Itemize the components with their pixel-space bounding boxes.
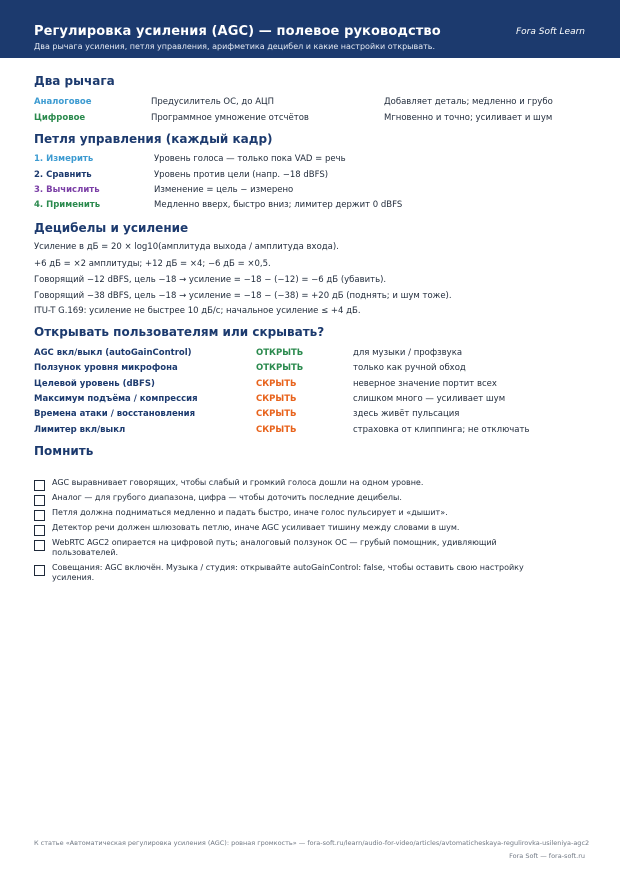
setting-verdict: СКРЫТЬ [256, 409, 297, 419]
lever-where: Предусилитель ОС, до АЦП [151, 97, 275, 107]
checkbox[interactable] [34, 540, 45, 551]
decibels-heading: Децибелы и усиление [34, 221, 189, 235]
levers-heading: Два рычага [34, 74, 115, 88]
loop-step-label: 2. Сравнить [34, 170, 92, 180]
lever-effect: Мгновенно и точно; усиливает и шум [384, 113, 553, 123]
setting-name: Ползунок уровня микрофона [34, 363, 178, 373]
checkbox[interactable] [34, 510, 45, 521]
checklist-text: AGC выравнивает говорящих, чтобы слабый и громкий голоса дошли на одном уровне. [52, 478, 424, 487]
loop-step-text: Уровень голоса — только пока VAD = речь [154, 154, 346, 164]
decibel-line: Усиление в дБ = 20 × log10(амплитуда выхода / амплитуда входа). [34, 242, 339, 252]
loop-step [34, 154, 594, 166]
loop-step-text: Медленно вверх, быстро вниз; лимитер держит 0 dBFS [154, 200, 403, 210]
setting-name: Лимитер вкл/выкл [34, 425, 126, 435]
setting-row [34, 394, 594, 406]
lever-row [34, 113, 594, 125]
footer-source: К статье «Автоматическая регулировка усиления (AGC): ровная громкость» — fora-soft.ru/learn/audio-for-video/articles/avtomaticheskaya-regulirovka-usileniya-agc2 [34, 839, 590, 847]
setting-verdict: ОТКРЫТЬ [256, 363, 304, 373]
decibel-line: Говорящий −12 dBFS, цель −18 → усиление = −18 − (−12) = −6 дБ (убавить). [34, 275, 387, 285]
lever-name: Цифровое [34, 113, 86, 123]
page-title: Регулировка усиления (AGC) — полевое руководство [34, 24, 441, 39]
setting-note: здесь живёт пульсация [353, 409, 460, 419]
setting-row [34, 409, 594, 421]
setting-verdict: ОТКРЫТЬ [256, 348, 304, 358]
setting-note: только как ручной обход [353, 363, 466, 373]
setting-note: неверное значение портит всех [353, 379, 497, 389]
page-subtitle: Два рычага усиления, петля управления, арифметика децибел и какие настройки открывать. [34, 42, 436, 51]
checklist-item [34, 538, 554, 560]
decibel-line: ITU-T G.169: усиление не быстрее 10 дБ/с; начальное усиление ≤ +4 дБ. [34, 306, 361, 316]
checkbox[interactable] [34, 525, 45, 536]
lever-effect: Добавляет деталь; медленно и грубо [384, 97, 553, 107]
setting-name: AGC вкл/выкл (autoGainControl) [34, 348, 192, 358]
setting-name: Целевой уровень (dBFS) [34, 379, 155, 389]
decibel-line: Говорящий −38 dBFS, цель −18 → усиление = −18 − (−38) = +20 дБ (поднять; и шум тоже). [34, 291, 452, 301]
footer-brand: Fora Soft — fora-soft.ru [509, 852, 585, 860]
page-header [0, 0, 620, 58]
loop-step-label: 3. Вычислить [34, 185, 100, 195]
setting-note: слишком много — усиливает шум [353, 394, 506, 404]
checklist-text: Совещания: AGC включён. Музыка / студия: открывайте autoGainControl: false, чтобы оставить свою настройку усиления. [52, 563, 524, 582]
setting-row [34, 379, 594, 391]
loop-step [34, 200, 594, 212]
setting-row [34, 363, 594, 375]
loop-heading: Петля управления (каждый кадр) [34, 132, 273, 146]
setting-name: Максимум подъёма / компрессия [34, 394, 198, 404]
loop-step-text: Уровень против цели (напр. −18 dBFS) [154, 170, 329, 180]
setting-note: для музыки / профзвука [353, 348, 463, 358]
lever-name: Аналоговое [34, 97, 92, 107]
settings-heading: Открывать пользователям или скрывать? [34, 325, 325, 339]
setting-verdict: СКРЫТЬ [256, 394, 297, 404]
checklist-text: Петля должна подниматься медленно и падать быстро, иначе голос пульсирует и «дышит». [52, 508, 448, 517]
checkbox[interactable] [34, 565, 45, 576]
setting-name: Времена атаки / восстановления [34, 409, 196, 419]
setting-verdict: СКРЫТЬ [256, 425, 297, 435]
checklist-text: Детектор речи должен шлюзовать петлю, иначе AGC усиливает тишину между словами в шум. [52, 523, 460, 532]
checkbox[interactable] [34, 480, 45, 491]
setting-note: страховка от клиппинга; не отключать [353, 425, 530, 435]
loop-step [34, 170, 594, 182]
setting-row [34, 425, 594, 437]
lever-where: Программное умножение отсчётов [151, 113, 309, 123]
checklist-item [34, 563, 554, 585]
checkbox[interactable] [34, 495, 45, 506]
setting-row [34, 348, 594, 360]
setting-verdict: СКРЫТЬ [256, 379, 297, 389]
loop-step-label: 4. Применить [34, 200, 101, 210]
lever-row [34, 97, 594, 109]
remember-heading: Помнить [34, 444, 94, 458]
brand-label: Fora Soft Learn [515, 27, 585, 37]
loop-step [34, 185, 594, 197]
loop-step-text: Изменение = цель − измерено [154, 185, 294, 195]
loop-step-label: 1. Измерить [34, 154, 94, 164]
checklist-text: WebRTC AGC2 опирается на цифровой путь; аналоговый ползунок ОС — грубый помощник, удивляющий пользователей. [52, 538, 497, 557]
decibel-line: +6 дБ = ×2 амплитуды; +12 дБ = ×4; −6 дБ = ×0,5. [34, 259, 271, 269]
checklist-text: Аналог — для грубого диапазона, цифра — чтобы доточить последние децибелы. [52, 493, 402, 502]
